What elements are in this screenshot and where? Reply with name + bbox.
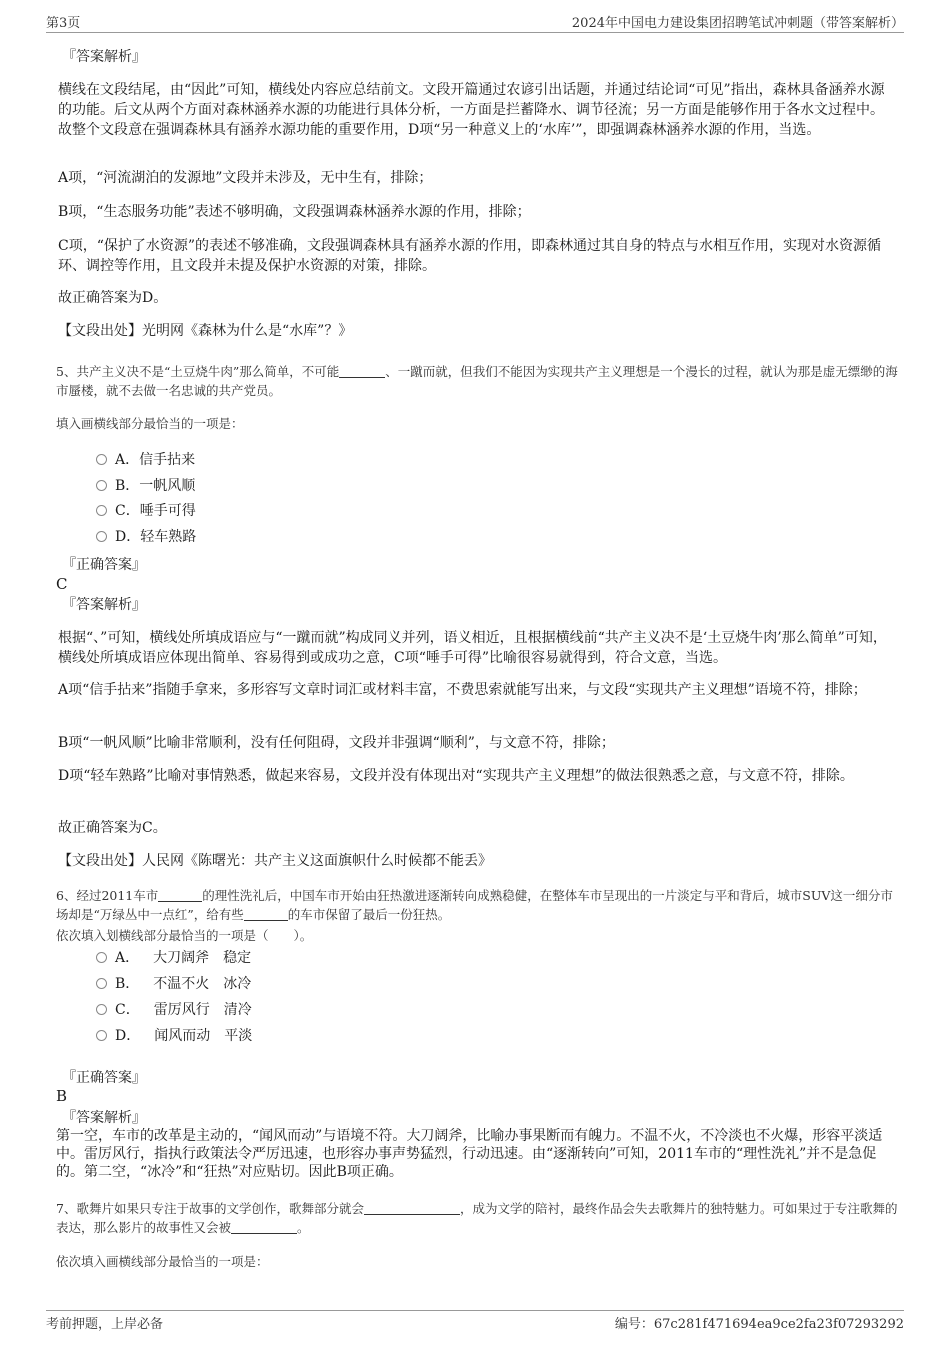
q5-source: 【文段出处】人民网《陈曙光：共产主义这面旗帜什么时候都不能丢》 [58,853,492,869]
q6-correct-label: 『正确答案』 [62,1070,146,1086]
q6-option-c[interactable]: C． 雷厉风行 清冷 [96,1000,252,1020]
q4-analysis-p3: B项，“生态服务功能”表述不够明确，文段强调森林涵养水源的作用，排除； [58,204,531,220]
q7-stem: 7、歌舞片如果只专注于故事的文学创作，歌舞部分就会 ，成为文学的陪衬，最终作品会失去歌舞片的独特魅力。可如果过于专注歌舞的表达，那么影片的故事性又会被 。 [56,1201,898,1235]
radio-icon[interactable] [96,454,107,465]
q5-blank [339,365,385,378]
q4-analysis-p4: C项，“保护了水资源”的表述不够准确，文段强调森林具有涵养水源的作用，即森林通过其自身的特点与水相互作用，实现对水资源循环、调控等作用，且文段并未提及保护水资源的对策，排除。 [58,238,882,274]
q4-analysis-label: 『答案解析』 [62,49,146,65]
q5-option-a[interactable]: A．信手拈来 [96,450,195,470]
q6-option-b[interactable]: B． 不温不火 冰冷 [96,974,251,994]
page-number: 第3页 [46,16,81,31]
q6-analysis: 第一空，车市的改革是主动的，“闻风而动”与语境不符。大刀阔斧，比喻办事果断而有魄力。不温不火，不冷淡也不火爆，形容平淡适中。雷厉风行，指执行政策法令严厉迅速，也形容办事声势猛烈，行动迅速。由“逐渐转向”可知，2011车市的“理性洗礼”并不是急促的。第二空，“冰冷”和“狂热”对应贴切。因此B项正确。 [56,1128,883,1180]
q6-option-a[interactable]: A． 大刀阔斧 稳定 [96,948,251,968]
q5-analysis-p4: D项“轻车熟路”比喻对事情熟悉，做起来容易，文段并没有体现出对“实现共产主义理想”的做法很熟悉之意，与文意不符，排除。 [58,768,854,784]
q6-blank-2 [244,908,288,921]
page-header [46,12,904,32]
q5-analysis-p2: A项“信手拈来”指随手拿来，多形容写文章时词汇或材料丰富，不费思索就能写出来，与文段“实现共产主义理想”语境不符，排除； [58,682,867,698]
q6-analysis-label: 『答案解析』 [62,1110,146,1126]
radio-icon[interactable] [96,505,107,516]
q4-analysis-p1: 横线在文段结尾，由“因此”可知，横线处内容应总结前文。文段开篇通过农谚引出话题，并通过结论词“可见”指出，森林具备涵养水源的功能。后文从两个方面对森林涵养水源的功能进行具体分析，一方面是拦蓄降水、调节径流；另一方面是能够作用于各水文过程中。故整个文段意在强调森林具有涵养水源功能的重要作用，D项“另一种意义上的‘水库’”，即强调森林涵养水源的作用，当选。 [58,82,885,138]
footer-divider [46,1310,904,1311]
q5-correct-answer: C [56,575,68,593]
q6-correct-answer: B [56,1087,68,1105]
q5-correct-label: 『正确答案』 [62,557,146,573]
q4-analysis-p2: A项，“河流湖泊的发源地”文段并未涉及，无中生有，排除； [58,170,433,186]
q5-prompt: 填入画横线部分最恰当的一项是： [56,416,244,431]
radio-icon[interactable] [96,952,107,963]
q6-option-d[interactable]: D． 闻风而动 平淡 [96,1026,252,1046]
q5-option-b[interactable]: B．一帆风顺 [96,476,195,496]
radio-icon[interactable] [96,480,107,491]
radio-icon[interactable] [96,531,107,542]
q5-analysis-label: 『答案解析』 [62,597,146,613]
q7-blank-1 [364,1202,460,1215]
q6-prompt: 依次填入划横线部分最恰当的一项是（ ）。 [56,928,313,943]
q5-option-c[interactable]: C．唾手可得 [96,501,196,521]
q6-stem: 6、经过2011车市 的理性洗礼后，中国车市开始由狂热激进逐渐转向成熟稳健，在整体车市呈现出的一片淡定与平和背后，城市SUV这一细分市场却是“万绿丛中一点红”，给有些 的车市保留了最后一份狂热。 [56,888,893,922]
radio-icon[interactable] [96,978,107,989]
document-code: 编号：67c281f471694ea9ce2fa23f07293292 [614,1317,904,1332]
q7-blank-2 [231,1221,297,1234]
q4-answer-summary: 故正确答案为D。 [58,290,168,306]
q4-source: 【文段出处】光明网《森林为什么是“水库”？》 [58,323,353,339]
q6-blank-1 [158,889,202,902]
radio-icon[interactable] [96,1030,107,1041]
document-title: 2024年中国电力建设集团招聘笔试冲刺题（带答案解析） [571,16,904,31]
q5-stem: 5、共产主义决不是“土豆烧牛肉”那么简单，不可能 、一蹴而就，但我们不能因为实现共产主义理想是一个漫长的过程，就认为那是虚无缥缈的海市蜃楼，就不去做一名忠诚的共产党员。 [56,364,898,398]
header-divider [46,32,904,33]
q5-analysis-p3: B项“一帆风顺”比喻非常顺利，没有任何阻碍，文段并非强调“顺利”，与文意不符，排除； [58,735,615,751]
q5-option-d[interactable]: D．轻车熟路 [96,527,196,547]
q7-prompt: 依次填入画横线部分最恰当的一项是： [56,1254,269,1269]
footer-slogan: 考前押题，上岸必备 [46,1317,164,1332]
q5-analysis-p1: 根据“、”可知，横线处所填成语应与“一蹴而就”构成同义并列，语义相近，且根据横线前“共产主义决不是‘土豆烧牛肉’那么简单”可知，横线处所填成语应体现出简单、容易得到或成功之意，C项“唾手可得”比喻很容易就得到，符合文意，当选。 [58,630,887,666]
q5-answer-summary: 故正确答案为C。 [58,820,167,836]
radio-icon[interactable] [96,1004,107,1015]
